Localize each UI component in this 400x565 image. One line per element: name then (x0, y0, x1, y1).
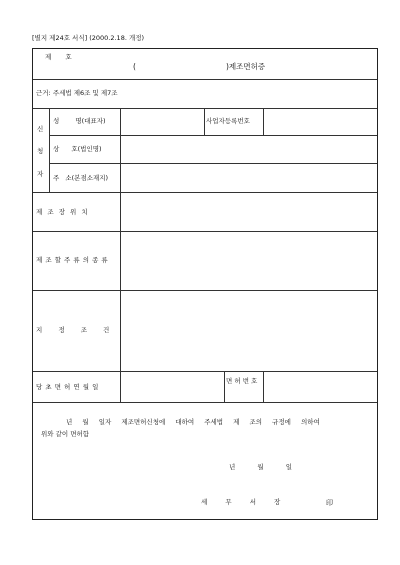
license-title: )제조면허증 (226, 62, 266, 71)
business-number-label: 사업자등록번호 (206, 117, 250, 125)
divider (33, 290, 377, 291)
divider (33, 402, 377, 403)
divider (33, 79, 377, 80)
conditions-label: 지 정 조 건 (36, 326, 110, 334)
factory-location-label: 제 조 장 위 치 (36, 208, 88, 216)
divider (33, 371, 377, 372)
divider (263, 108, 264, 135)
applicant-label-2: 청 (37, 147, 44, 155)
divider (49, 108, 50, 192)
divider (33, 192, 377, 193)
issue-date: 년 월 일 (229, 463, 292, 471)
license-number-field-label: 면 허 번 호 (226, 377, 258, 385)
form-number: [별지 제24호 서식] (2000.2.18. 개정) (32, 34, 145, 42)
initial-license-date-label: 당 초 면 허 연 월 일 (36, 383, 99, 391)
address-label: 주 소(본점소재지) (53, 174, 109, 182)
divider (224, 371, 225, 402)
divider (33, 231, 377, 232)
license-form (32, 48, 378, 520)
tax-office-head: 세 무 서 장 (201, 498, 281, 506)
liquor-types-label: 제 조 할 주 류 의 종 류 (36, 256, 108, 264)
legal-basis: 근거: 주세법 제6조 및 제7조 (36, 89, 118, 97)
divider (204, 108, 205, 135)
name-label: 성 명(대표자) (53, 117, 106, 125)
divider (263, 371, 264, 402)
statement-line-2: 위와 같이 면허함 (41, 430, 90, 438)
license-number-label: 제 호 (45, 53, 72, 61)
divider (49, 135, 377, 136)
applicant-label-3: 자 (37, 170, 44, 178)
title-open-paren: ( (133, 62, 136, 71)
applicant-label-1: 신 (37, 125, 44, 133)
divider (33, 108, 377, 109)
official-seal: 印 (326, 499, 333, 507)
divider (120, 108, 121, 402)
company-label: 상 호(법인명) (53, 145, 102, 153)
divider (49, 163, 377, 164)
statement-line-1: 년 월 일자 제조면허신청에 대하여 주세법 제 조의 규정에 의하여 (66, 418, 320, 426)
